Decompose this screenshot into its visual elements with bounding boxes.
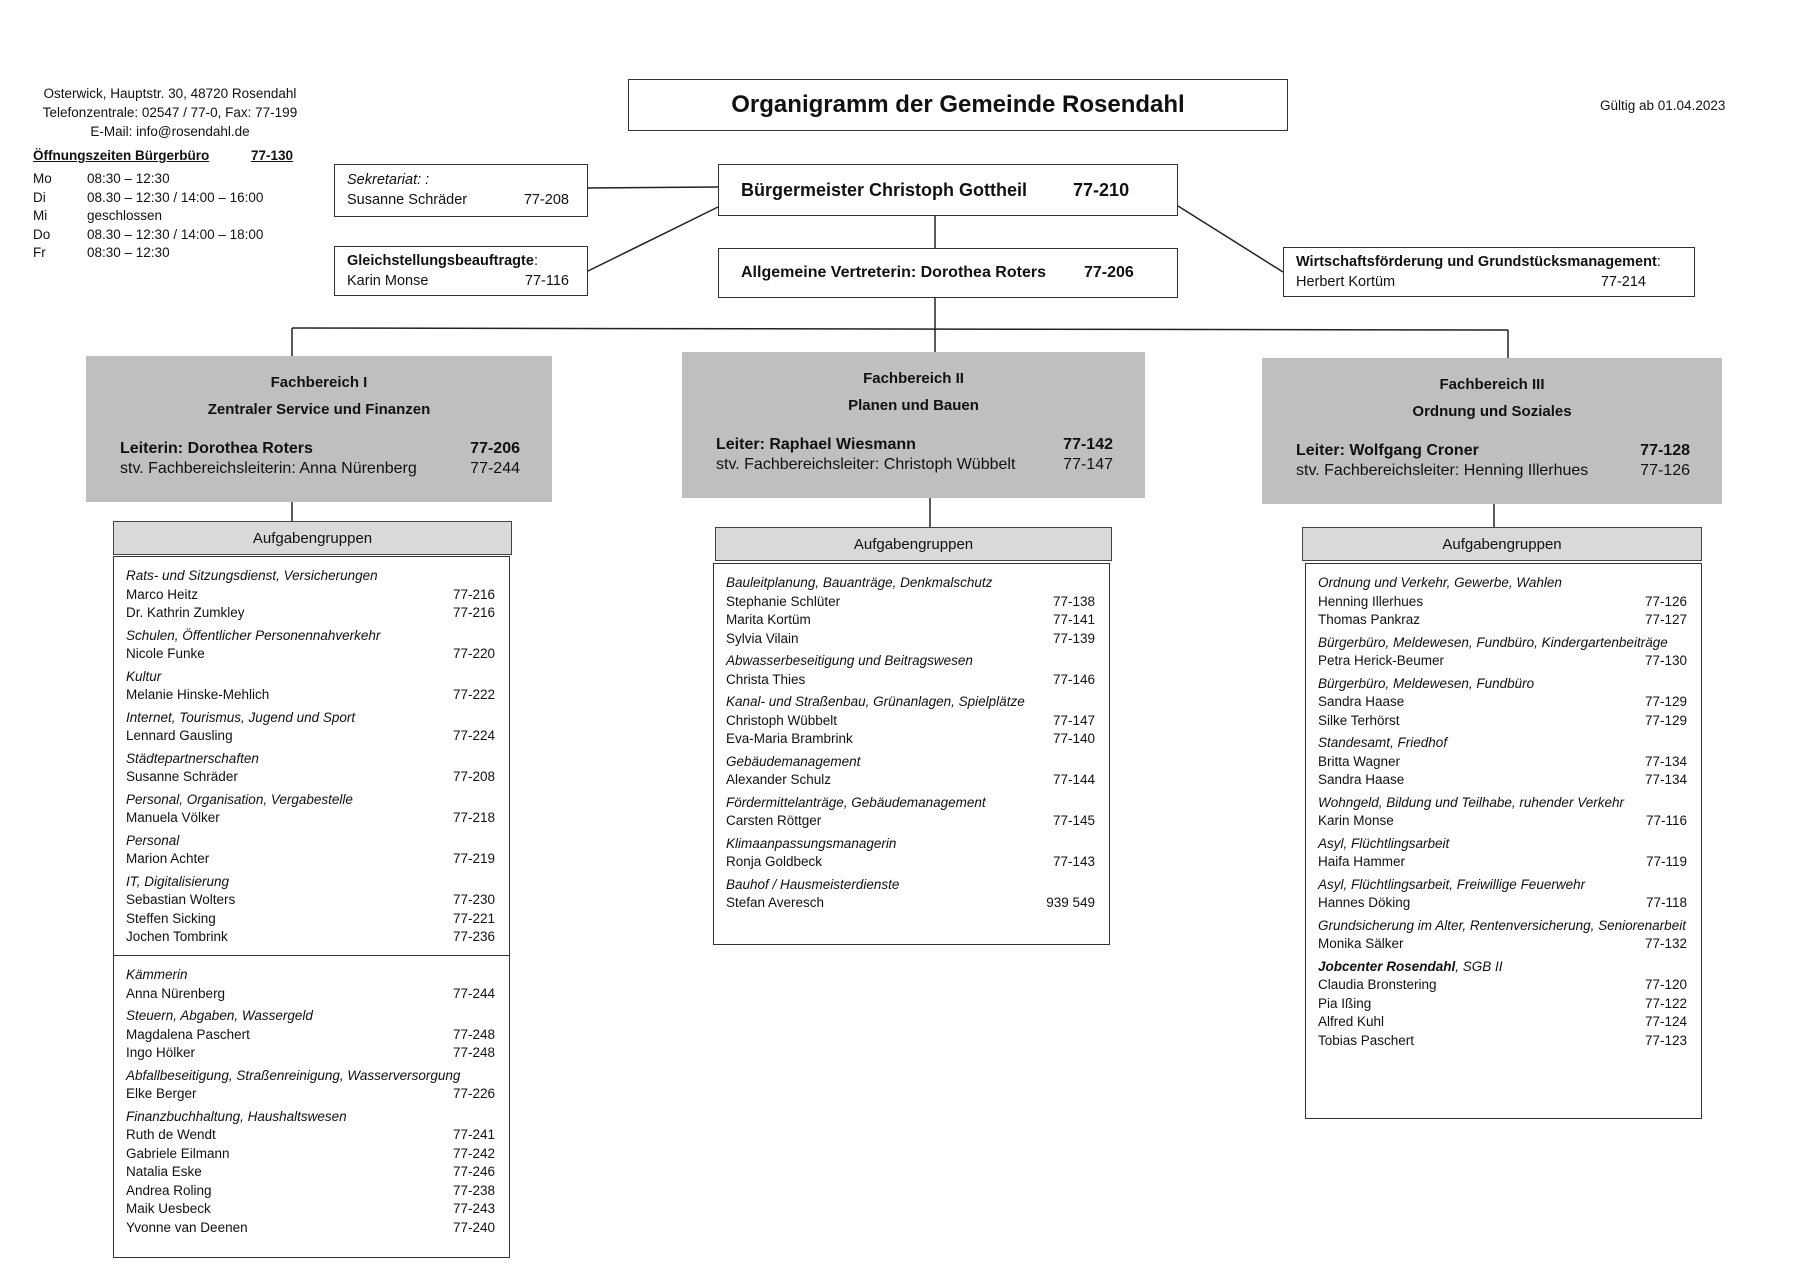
staff-name: Alexander Schulz: [726, 772, 832, 787]
staff-row: [126, 985, 495, 1004]
staff-row: [726, 630, 1095, 649]
staff-phone: 77-120: [1644, 977, 1687, 992]
economy-name: Herbert Kortüm: [1296, 274, 1396, 290]
staff-phone: 77-208: [452, 769, 495, 784]
staff-row: [726, 730, 1095, 749]
staff-row: [1318, 894, 1687, 913]
department-deputy: stv. Fachbereichsleiter: Henning Illerhues 77-126: [1296, 462, 1690, 479]
secretariat-name: Susanne Schräder: [347, 192, 468, 208]
staff-phone: 77-129: [1644, 694, 1687, 709]
staff-row: [726, 812, 1095, 831]
staff-phone: 77-216: [452, 605, 495, 620]
staff-phone: 77-122: [1644, 995, 1687, 1011]
staff-phone: 77-236: [452, 929, 495, 944]
task-group: [126, 709, 495, 746]
task-group: [1318, 734, 1687, 790]
staff-phone: 77-244: [452, 985, 495, 1001]
staff-row: [1318, 753, 1687, 772]
staff-name: Lennard Gausling: [126, 728, 233, 743]
staff-phone: 77-222: [452, 687, 495, 702]
mayor-box: [718, 164, 1178, 216]
staff-phone: 77-248: [452, 1026, 495, 1042]
task-group: [726, 574, 1095, 648]
task-group: [126, 832, 495, 869]
staff-phone: 77-119: [1645, 854, 1687, 869]
staff-row: [726, 853, 1095, 872]
hours-row: Do 08.30 – 12:30 / 14:00 – 18:00: [33, 226, 264, 242]
department-2-tasks-heading: Aufgabengruppen: [715, 527, 1112, 561]
department-subtitle: Ordnung und Soziales: [1412, 403, 1572, 420]
task-group-title: Asyl, Flüchtlingsarbeit, Freiwillige Feuerwehr: [1318, 876, 1586, 892]
staff-row: [726, 593, 1095, 612]
staff-phone: 77-127: [1644, 612, 1687, 627]
staff-phone: 77-129: [1644, 712, 1687, 728]
staff-phone: 77-145: [1052, 813, 1095, 828]
staff-name: Susanne Schräder: [126, 769, 238, 784]
staff-phone: 77-242: [452, 1145, 495, 1161]
task-group-title: Wohngeld, Bildung und Teilhabe, ruhender Verkehr: [1318, 794, 1624, 810]
staff-phone: 77-130: [1644, 653, 1687, 668]
staff-name: Britta Wagner: [1318, 753, 1401, 769]
staff-name: Hannes Döking: [1318, 895, 1411, 910]
task-group-title: Schulen, Öffentlicher Personennahverkehr: [126, 627, 381, 643]
staff-name: Tobias Paschert: [1318, 1032, 1415, 1048]
department-1-task-list: [113, 556, 510, 956]
staff-phone: 77-147: [1052, 712, 1095, 728]
staff-row: [1318, 935, 1687, 954]
task-group: [126, 567, 495, 623]
staff-phone: 77-124: [1644, 1014, 1687, 1029]
department-1-finance-task-list: [113, 955, 510, 1258]
task-group: [126, 791, 495, 828]
staff-phone: 77-230: [452, 892, 495, 907]
task-group: [1318, 675, 1687, 731]
department-3-tasks-heading: Aufgabengruppen: [1302, 527, 1702, 561]
department-3-header: [1262, 358, 1722, 504]
staff-name: Silke Terhörst: [1318, 712, 1400, 728]
hours-row: Fr 08:30 – 12:30: [33, 245, 170, 260]
staff-name: Sebastian Wolters: [126, 892, 236, 907]
staff-name: Steffen Sicking: [126, 910, 216, 926]
staff-row: [126, 727, 495, 746]
task-group: [126, 873, 495, 947]
staff-name: Stephanie Schlüter: [726, 593, 841, 609]
task-group: [1318, 876, 1687, 913]
department-lead: Leiterin: Dorothea Roters 77-206: [120, 440, 520, 457]
staff-phone: 77-116: [1645, 813, 1687, 828]
staff-phone: 77-218: [452, 810, 495, 825]
task-group-title: Ordnung und Verkehr, Gewerbe, Wahlen: [1318, 575, 1562, 590]
equality-name: Karin Monse: [347, 273, 429, 289]
department-3-task-list: [1305, 563, 1702, 1119]
economy-title: Wirtschaftsförderung und Grundstücksmanagement: [1296, 254, 1657, 270]
task-group-title: Klimaanpassungsmanagerin: [726, 835, 897, 851]
staff-name: Jochen Tombrink: [126, 929, 228, 944]
staff-row: [726, 671, 1095, 690]
staff-phone: 77-216: [452, 586, 495, 602]
staff-name: Thomas Pankraz: [1318, 612, 1421, 627]
staff-phone: 77-226: [452, 1086, 495, 1101]
deputy-phone: 77-206: [1083, 264, 1134, 281]
staff-name: Elke Berger: [126, 1086, 197, 1101]
staff-name: Andrea Roling: [126, 1182, 212, 1198]
staff-name: Yvonne van Deenen: [126, 1219, 248, 1235]
staff-phone: 77-144: [1052, 772, 1095, 787]
staff-phone: 77-238: [452, 1182, 495, 1198]
task-group: [126, 1067, 495, 1104]
department-title: Fachbereich II: [863, 370, 964, 387]
staff-row: [1318, 1032, 1687, 1051]
task-group: [1318, 634, 1687, 671]
opening-hours-phone: 77-130: [250, 148, 293, 163]
staff-name: Nicole Funke: [126, 646, 205, 661]
staff-name: Alfred Kuhl: [1318, 1014, 1385, 1029]
task-group: [726, 794, 1095, 831]
staff-row: [126, 604, 495, 623]
equality-officer-box: Gleichstellungsbeauftragte: Karin Monse 77-116: [334, 246, 588, 296]
staff-name: Manuela Völker: [126, 810, 220, 825]
hours-row: Mo 08:30 – 12:30: [33, 171, 170, 186]
staff-name: Petra Herick-Beumer: [1318, 653, 1445, 668]
staff-row: [1318, 593, 1687, 612]
staff-phone: 77-221: [452, 910, 495, 926]
task-group-title: Städtepartnerschaften: [126, 750, 259, 766]
staff-phone: 77-141: [1052, 612, 1095, 627]
secretariat-box: [334, 164, 588, 217]
staff-row: [1318, 853, 1687, 872]
task-group: [126, 627, 495, 664]
department-1-tasks-heading: Aufgabengruppen: [113, 521, 512, 555]
department-title: Fachbereich III: [1439, 376, 1545, 393]
staff-name: Haifa Hammer: [1318, 854, 1406, 869]
staff-phone: 77-140: [1052, 731, 1095, 746]
task-group: [1318, 958, 1687, 1051]
department-lead: Leiter: Raphael Wiesmann 77-142: [716, 436, 1113, 453]
staff-phone: 77-224: [452, 728, 495, 743]
staff-phone: 77-241: [452, 1127, 495, 1142]
staff-row: [726, 771, 1095, 790]
staff-row: [726, 611, 1095, 630]
staff-name: Gabriele Eilmann: [126, 1145, 230, 1161]
task-group: [1318, 917, 1687, 954]
secretariat-phone: 77-208: [523, 192, 569, 208]
staff-name: Ingo Hölker: [126, 1045, 196, 1060]
phone-line: Telefonzentrale: 02547 / 77-0, Fax: 77-199: [42, 105, 298, 120]
staff-name: Christoph Wübbelt: [726, 712, 838, 728]
task-group-title: Standesamt, Friedhof: [1318, 735, 1448, 750]
staff-name: Christa Thies: [726, 671, 806, 687]
task-group: [726, 652, 1095, 689]
department-2-task-list: [713, 563, 1110, 945]
staff-row: [126, 910, 495, 929]
staff-name: Carsten Röttger: [726, 813, 822, 828]
staff-row: [126, 1126, 495, 1145]
staff-name: Monika Sälker: [1318, 936, 1404, 951]
task-group-title: Personal: [126, 832, 180, 848]
staff-name: Sandra Haase: [1318, 772, 1405, 787]
staff-phone: 77-240: [452, 1219, 495, 1235]
staff-row: [726, 894, 1095, 913]
address-line: Osterwick, Hauptstr. 30, 48720 Rosendahl: [43, 86, 297, 101]
department-deputy: stv. Fachbereichsleiterin: Anna Nürenberg 77-244: [120, 460, 520, 477]
staff-row: [126, 1182, 495, 1201]
task-group-title: Kanal- und Straßenbau, Grünanlagen, Spielplätze: [726, 694, 1025, 709]
staff-row: [1318, 995, 1687, 1014]
task-group: [726, 876, 1095, 913]
economy-phone: 77-214: [1600, 274, 1646, 290]
staff-name: Marion Achter: [126, 851, 210, 866]
task-group-title: Abwasserbeseitigung und Beitragswesen: [726, 653, 973, 668]
task-group-title: Fördermittelanträge, Gebäudemanagement: [726, 794, 986, 810]
staff-row: [1318, 771, 1687, 790]
staff-row: [126, 768, 495, 787]
staff-name: Maik Uesbeck: [126, 1201, 211, 1216]
staff-phone: 77-246: [452, 1164, 495, 1179]
staff-phone: 77-123: [1644, 1032, 1687, 1048]
department-subtitle: Planen und Bauen: [848, 397, 979, 414]
email-line: E-Mail: info@rosendahl.de: [90, 124, 250, 139]
task-group-title: Abfallbeseitigung, Straßenreinigung, Wasserversorgung: [126, 1067, 461, 1083]
valid-from: Gültig ab 01.04.2023: [1600, 98, 1726, 113]
staff-row: [1318, 1013, 1687, 1032]
staff-row: [126, 1219, 495, 1238]
staff-row: [126, 686, 495, 705]
staff-name: Magdalena Paschert: [126, 1026, 250, 1042]
staff-phone: 939 549: [1046, 895, 1095, 910]
task-group-title: Personal, Organisation, Vergabestelle: [126, 791, 353, 807]
task-group-title: Bürgerbüro, Meldewesen, Fundbüro: [1318, 675, 1535, 691]
staff-phone: 77-126: [1644, 593, 1687, 609]
staff-row: [126, 1085, 495, 1104]
staff-row: [126, 1145, 495, 1164]
staff-name: Stefan Averesch: [726, 895, 825, 910]
staff-phone: 77-132: [1644, 936, 1687, 951]
department-deputy: stv. Fachbereichsleiter: Christoph Wübbelt 77-147: [716, 456, 1113, 473]
task-group: [1318, 794, 1687, 831]
staff-name: Anna Nürenberg: [126, 985, 226, 1001]
staff-phone: 77-219: [452, 851, 495, 866]
task-group-title: Bauhof / Hausmeisterdienste: [726, 876, 900, 892]
page-title: Organigramm der Gemeinde Rosendahl: [628, 79, 1288, 131]
task-group-title: Finanzbuchhaltung, Haushaltswesen: [126, 1108, 347, 1124]
opening-hours-heading: [33, 148, 293, 163]
task-group: [726, 753, 1095, 790]
task-group-title: Kämmerin: [126, 967, 188, 982]
staff-phone: 77-138: [1052, 593, 1095, 609]
staff-phone: 77-243: [452, 1201, 495, 1216]
task-group: [126, 1007, 495, 1063]
staff-row: [126, 645, 495, 664]
task-group-title: Steuern, Abgaben, Wassergeld: [126, 1008, 313, 1023]
staff-row: [126, 586, 495, 605]
staff-name: Claudia Bronstering: [1318, 977, 1437, 992]
task-group: [726, 693, 1095, 749]
staff-row: [1318, 611, 1687, 630]
staff-name: Marita Kortüm: [726, 612, 811, 627]
staff-row: [1318, 652, 1687, 671]
staff-name: Ronja Goldbeck: [726, 854, 823, 869]
staff-row: [1318, 693, 1687, 712]
staff-phone: 77-134: [1644, 753, 1687, 769]
task-group-title: Gebäudemanagement: [726, 753, 861, 769]
staff-phone: 77-146: [1052, 671, 1095, 687]
staff-phone: 77-139: [1052, 630, 1095, 646]
staff-row: [1318, 976, 1687, 995]
task-group-title: Bauleitplanung, Bauanträge, Denkmalschutz: [726, 575, 993, 590]
task-group: [126, 668, 495, 705]
mayor-phone: 77-210: [1073, 179, 1130, 200]
staff-row: [126, 850, 495, 869]
equality-phone: 77-116: [524, 273, 569, 289]
staff-phone: 77-134: [1644, 772, 1687, 787]
task-group: [126, 966, 495, 1003]
opening-hours-table: [33, 170, 263, 263]
task-group: [726, 835, 1095, 872]
staff-phone: 77-118: [1645, 895, 1687, 910]
department-title: Fachbereich I: [270, 374, 368, 391]
task-group-title: Rats- und Sitzungsdienst, Versicherungen: [126, 568, 378, 583]
department-1-header: [86, 356, 552, 502]
staff-row: [126, 1044, 495, 1063]
staff-row: [126, 891, 495, 910]
staff-name: Eva-Maria Brambrink: [726, 731, 853, 746]
task-group: [1318, 835, 1687, 872]
deputy-label: Allgemeine Vertreterin: Dorothea Roters: [741, 264, 1046, 281]
department-2-header: [682, 352, 1145, 498]
staff-row: [126, 1026, 495, 1045]
department-subtitle: Zentraler Service und Finanzen: [207, 401, 431, 418]
staff-name: Ruth de Wendt: [126, 1127, 216, 1142]
task-group-title: Internet, Tourismus, Jugend und Sport: [126, 709, 356, 725]
staff-name: Melanie Hinske-Mehlich: [126, 687, 270, 702]
staff-row: [1318, 812, 1687, 831]
mayor-label: Bürgermeister Christoph Gottheil: [741, 179, 1028, 200]
address-block: [30, 84, 310, 141]
staff-name: Pia Ißing: [1318, 995, 1372, 1011]
secretariat-title: Sekretariat: :: [347, 172, 430, 188]
task-group: [126, 1108, 495, 1238]
staff-row: [726, 712, 1095, 731]
staff-row: [126, 1163, 495, 1182]
staff-name: Dr. Kathrin Zumkley: [126, 605, 245, 620]
economy-box: Wirtschaftsförderung und Grundstücksmanagement: Herbert Kortüm 77-214: [1283, 247, 1695, 297]
staff-name: Sandra Haase: [1318, 694, 1405, 709]
staff-name: Sylvia Vilain: [726, 630, 799, 646]
staff-row: [1318, 712, 1687, 731]
staff-phone: 77-248: [452, 1045, 495, 1060]
task-group-title: Jobcenter Rosendahl, SGB II: [1318, 958, 1503, 974]
opening-hours-title: Öffnungszeiten Bürgerbüro: [33, 148, 210, 163]
hours-row: Di 08.30 – 12:30 / 14:00 – 16:00: [33, 189, 264, 205]
staff-row: [126, 928, 495, 947]
staff-name: Marco Heitz: [126, 586, 199, 602]
staff-phone: 77-143: [1052, 854, 1095, 869]
department-lead: Leiter: Wolfgang Croner 77-128: [1296, 442, 1690, 459]
staff-phone: 77-220: [452, 646, 495, 661]
staff-name: Henning Illerhues: [1318, 593, 1424, 609]
task-group-title: Kultur: [126, 668, 162, 684]
task-group-title: Asyl, Flüchtlingsarbeit: [1318, 835, 1450, 851]
task-group-title: Grundsicherung im Alter, Rentenversicherung, Seniorenarbeit: [1318, 917, 1686, 933]
equality-title: Gleichstellungsbeauftragte: [347, 253, 534, 269]
staff-name: Natalia Eske: [126, 1164, 202, 1179]
staff-name: Karin Monse: [1318, 813, 1394, 828]
deputy-box: [718, 248, 1178, 298]
staff-row: [126, 809, 495, 828]
staff-row: [126, 1200, 495, 1219]
task-group-title: Bürgerbüro, Meldewesen, Fundbüro, Kindergartenbeiträge: [1318, 634, 1668, 650]
task-group-title: IT, Digitalisierung: [126, 873, 230, 889]
task-group: [1318, 574, 1687, 630]
hours-row: Mi geschlossen: [33, 208, 163, 223]
task-group: [126, 750, 495, 787]
